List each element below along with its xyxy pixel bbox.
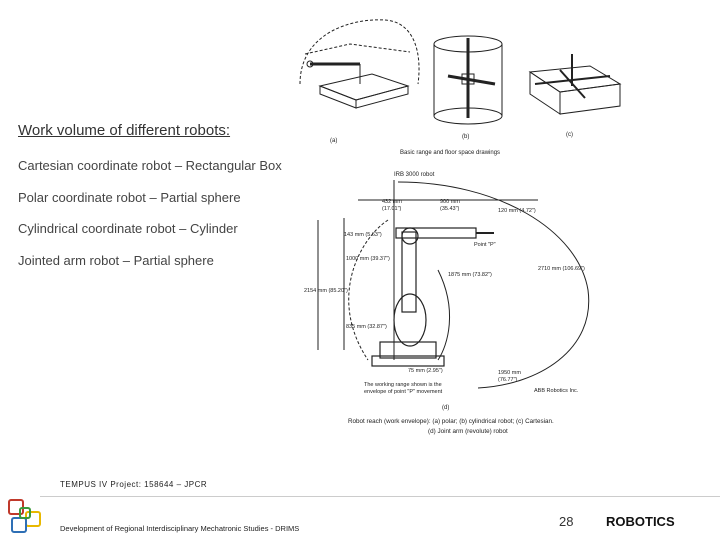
label-a: (a) xyxy=(330,138,338,144)
robot-model-label: IRB 3000 robot xyxy=(394,172,435,178)
footer-divider xyxy=(40,496,720,497)
dim-432: 432 mm xyxy=(382,199,402,205)
dim-75: 75 mm (2.95") xyxy=(408,368,443,374)
dim-432-in: (17.01") xyxy=(382,206,402,212)
dim-1950-in: (76.77") xyxy=(498,377,518,383)
dim-2710: 2710 mm (106.69") xyxy=(538,266,585,272)
work-envelope-figure-top xyxy=(290,14,630,162)
label-c: (c) xyxy=(566,132,573,138)
dim-1000: 1000 mm (39.37") xyxy=(346,256,390,262)
dim-1875: 1875 mm (73.82") xyxy=(448,272,492,278)
polar-robot-drawing xyxy=(300,20,419,108)
tempus-logo-icon xyxy=(6,498,48,538)
dim-143: 143 mm (5.63") xyxy=(344,232,382,238)
footer-development: Development of Regional Interdisciplinary Mechatronic Studies - DRIMS xyxy=(60,524,300,533)
page-number: 28 xyxy=(559,514,574,529)
cylindrical-robot-drawing xyxy=(434,36,502,124)
bullet-polar: Polar coordinate robot – Partial sphere xyxy=(18,190,241,205)
bullet-cylindrical: Cylindrical coordinate robot – Cylinder xyxy=(18,221,238,236)
bullet-cartesian: Cartesian coordinate robot – Rectangular Box xyxy=(18,158,282,173)
label-b: (b) xyxy=(462,134,470,140)
footer-project: TEMPUS IV Project: 158644 – JPCR xyxy=(60,480,208,489)
working-range-note-2: envelope of point "P" movement xyxy=(364,389,443,395)
slide-heading: Work volume of different robots: xyxy=(18,122,231,139)
dim-900-in: (35.43") xyxy=(440,206,460,212)
figure-caption-line-1: Robot reach (work envelope): (a) polar; (b) cylindrical robot; (c) Cartesian. xyxy=(348,418,554,425)
dim-900: 900 mm xyxy=(440,199,460,205)
dim-2154: 2154 mm (85.20") xyxy=(304,288,348,294)
robot-body-drawing xyxy=(372,228,494,366)
footer-brand: ROBOTICS xyxy=(606,514,675,529)
bullet-jointed-arm: Jointed arm robot – Partial sphere xyxy=(18,253,214,268)
label-d: (d) xyxy=(442,405,450,411)
figure-caption-line-2: (d) Joint arm (revolute) robot xyxy=(428,428,508,435)
dim-120: 120 mm (4.72") xyxy=(498,208,536,214)
point-p-label: Point "P" xyxy=(474,242,496,248)
figure-top-caption: Basic range and floor space drawings xyxy=(400,150,501,156)
cartesian-robot-drawing xyxy=(530,54,620,114)
dim-835: 835 mm (32.87") xyxy=(346,324,387,330)
dim-1950: 1950 mm xyxy=(498,370,521,376)
credit-label: ABB Robotics Inc. xyxy=(534,388,579,394)
work-envelope-figure-bottom xyxy=(298,160,628,440)
working-range-note-1: The working range shown is the xyxy=(364,382,442,388)
